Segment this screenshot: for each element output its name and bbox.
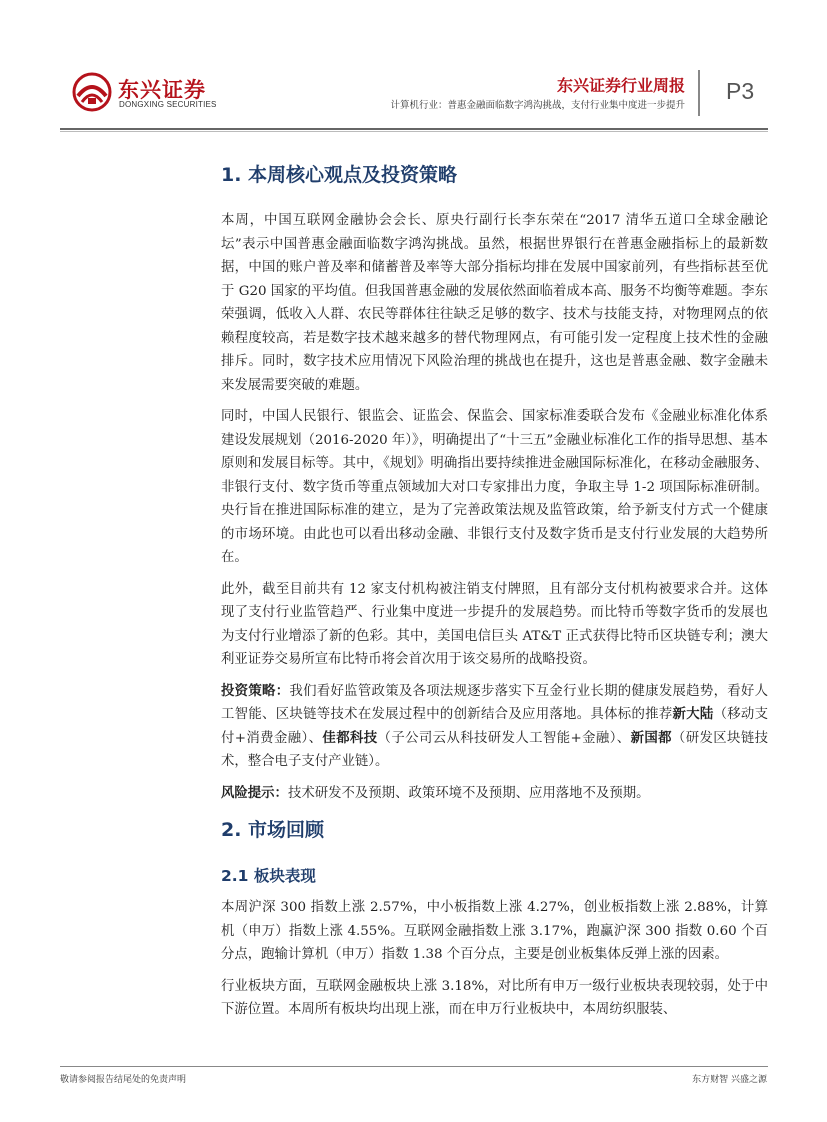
paragraph: 此外，截至目前共有 12 家支付机构被注销支付牌照，且有部分支付机构被要求合并。这体现了支付行业监管趋严、行业集中度进一步提升的发展趋势。而比特币等数字货币的发展也为支付行业增添了新的色彩。其中，美国电信巨头 AT&T 正式获得比特币区块链专利；澳大利亚证券交易所宣布比特币将会首次用于该交易所的战略投资。 xyxy=(221,581,768,667)
stock-note: （子公司云从科技研发人工智能+金融）、 xyxy=(377,730,631,746)
section-heading-core-views: 1. 本周核心观点及投资策略 xyxy=(221,164,458,186)
logo-chinese-name: 东兴证券 xyxy=(118,78,206,102)
page-number: P3 xyxy=(726,78,755,104)
dongxing-logo-icon xyxy=(70,72,120,112)
header-rule-thin xyxy=(60,131,768,132)
paragraph: 同时，中国人民银行、银监会、证监会、保监会、国家标准委联合发布《金融业标准化体系建设发展规划（2016-2020 年）》，明确提出了“十三五”金融业标准化工作的指导思想、基本原则和发展目标等。其中，《规划》明确指出要持续推进金融国际标准化，在移动金融服务、非银行支付、数字货币等重点领域加大对口专家排出力度，争取主导 1-2 项国际标准研制。央行旨在推进国际标准的建立，是为了完善政策法规及监管政策，给予新支付方式一个健康的市场环境。由此也可以看出移动金融、非银行支付及数字货币是支付行业发展的大趋势所在。 xyxy=(221,409,768,565)
stock-name: 佳都科技 xyxy=(322,729,378,746)
footer-slogan: 东方财智 兴盛之源 xyxy=(692,1075,767,1085)
risk-label: 风险提示： xyxy=(221,784,288,801)
paragraph: 本周沪深 300 指数上涨 2.57%，中小板指数上涨 4.27%，创业板指数上涨 2.88%，计算机（申万）指数上涨 4.55%。互联网金融指数上涨 3.17%，跑赢沪深 300 指数 0.60 个百分点，跑输计算机（申万）指数 1.38 个百分点，主要是创业板集体反弹上涨的因素。 xyxy=(221,900,768,962)
strategy-label: 投资策略： xyxy=(221,682,290,699)
paragraph: 行业板块方面，互联网金融板块上涨 3.18%，对比所有申万一级行业板块表现较弱，处于中下游位置。本周所有板块均出现上涨，而在申万行业板块中，本周纺织服装、 xyxy=(221,978,768,1017)
header-rule xyxy=(60,128,768,130)
stock-name: 新大陆 xyxy=(672,706,714,722)
stock-note: （移动支付+消费金融）、 xyxy=(221,707,769,746)
footer-rule xyxy=(60,1066,768,1067)
strategy-text: 我们看好监管政策及各项法规逐步落实下互金行业长期的健康发展趋势，看好人工智能、区块链等技术在发展过程中的创新结合及应用落地。具体标的推荐 xyxy=(221,683,769,722)
report-title: 东兴证券行业周报 xyxy=(556,76,685,95)
risk-warning-paragraph xyxy=(221,782,768,806)
stock-name: 新国都 xyxy=(630,729,672,746)
subsection-heading-sector: 2.1 板块表现 xyxy=(221,867,316,885)
risk-text: 技术研发不及预期、政策环境不及预期、应用落地不及预期。 xyxy=(287,785,650,801)
logo-english-name: DONGXING SECURITIES xyxy=(119,100,217,109)
report-subtitle: 计算机行业：普惠金融面临数字鸿沟挑战，支付行业集中度进一步提升 xyxy=(390,100,685,111)
investment-strategy-paragraph xyxy=(221,680,768,774)
report-body xyxy=(221,158,768,1030)
paragraph: 本周，中国互联网金融协会会长、原央行副行长李东荣在“2017 清华五道口全球金融论坛”表示中国普惠金融面临数字鸿沟挑战。虽然，根据世界银行在普惠金融指标上的最新数据，中国的账户普及率和储蓄普及率等大部分指标均排在发展中国家前列，有些指标甚至优于 G20 国家的平均值。但我国普惠金融的发展依然面临着成本高、服务不均衡等难题。李东荣强调，低收入人群、农民等群体往往缺乏足够的数字、技术与技能支持，对物理网点的依赖程度较高，若是数字技术越来越多的替代物理网点，有可能引发一定程度上技术性的金融排斥。同时，数字技术应用情况下风险治理的挑战也在提升，这也是普惠金融、数字金融未来发展需要突破的难题。 xyxy=(221,213,768,393)
page-header xyxy=(0,0,827,130)
header-divider xyxy=(698,70,700,116)
stock-note: （研发区块链技术，整合电子支付产业链）。 xyxy=(221,730,769,769)
section-heading-market-review: 2. 市场回顾 xyxy=(221,819,325,841)
footer-disclaimer: 敬请参阅报告结尾处的免责声明 xyxy=(60,1075,187,1085)
